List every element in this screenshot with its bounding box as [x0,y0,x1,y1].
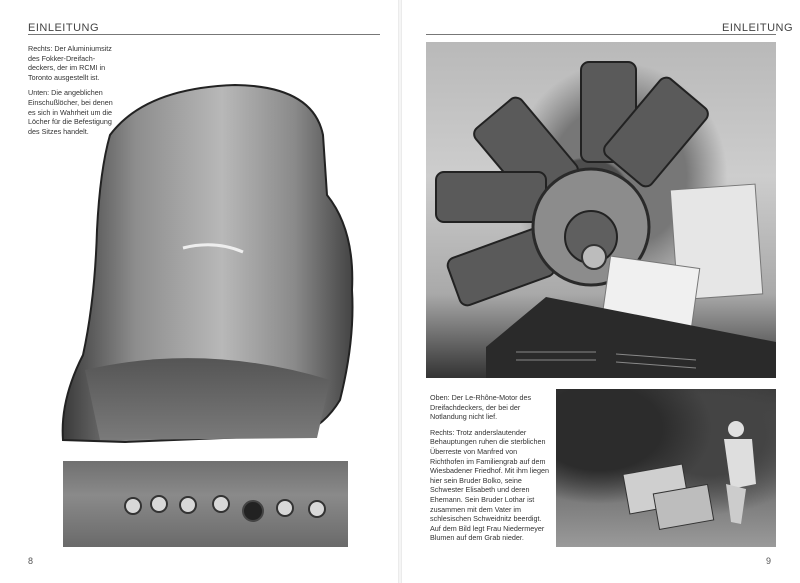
right-header-rule [426,34,776,35]
right-captions [430,393,552,549]
family-grave-photo [556,389,776,547]
right-running-header: EINLEITUNG [722,22,794,34]
holes-caption: Unten: Die angeblichen Einschußlöcher, bei denen es sich in Wahrheit um die Löcher für die Befestigung des Sitzes handelt. [28,88,113,136]
seat-caption: Rechts: Der Aluminiumsitz des Fokker-Dreifach-deckers, der im RCMI in Toronto ausgestellt ist. [28,44,112,82]
book-gutter [398,0,402,583]
le-rhone-engine-photo [426,42,776,378]
left-page-number: 8 [28,556,34,566]
bullet-holes-photo [63,461,348,547]
grave-caption: Rechts: Trotz anderslautender Behauptungen ruhen die sterblichen Überreste von Manfred von Richthofen im Familiengrab auf dem Wiesbadener Friedhof. Mit ihm liegen hier sein Bruder Bolko, seine Schwester Elisabeth und deren Ehemann. Sein Bruder Lothar ist zusammen mit dem Vater im schlesischen Schweidnitz beerdigt. Auf dem Bild legt Frau Niedermeyer Blumen auf dem Grab nieder. [430,427,550,543]
right-page-number: 9 [766,556,772,566]
aluminium-seat-photo [55,80,365,450]
right-caption-box [426,389,554,547]
engine-caption: Oben: Der Le-Rhône-Motor des Dreifachdeckers, der bei der Notlandung nicht lief. [430,393,532,422]
left-running-header: EINLEITUNG [28,22,100,34]
left-header-rule [28,34,380,35]
